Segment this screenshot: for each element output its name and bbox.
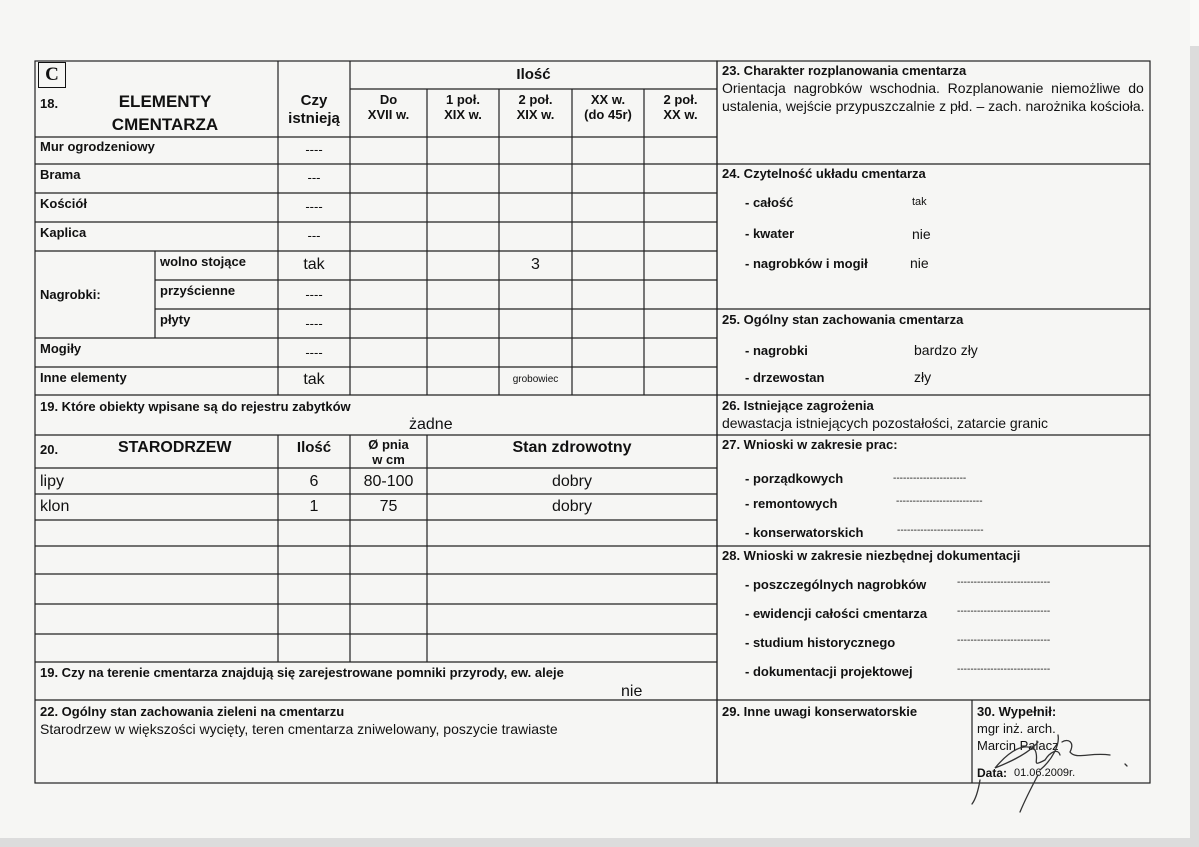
- greenery-condition-question: 22. Ogólny stan zachowania zieleni na cmentarzu: [40, 704, 345, 719]
- row-freestanding-19c-2nd-half: 3: [531, 256, 540, 273]
- period-header-3-line2: XIX w.: [516, 107, 555, 122]
- row-exists-wall: ----: [305, 142, 323, 157]
- greenery-condition-answer: Starodrzew w większości wycięty, teren cmentarza zniwelowany, poszycie trawiaste: [40, 721, 558, 737]
- threats-question: 26. Istniejące zagrożenia: [722, 398, 874, 413]
- legibility-item-graves-label: - nagrobków i mogił: [745, 256, 868, 271]
- layout-question: 23. Charakter rozplanowania cmentarza: [722, 63, 967, 78]
- doc-item-history-value: ----------------------------: [957, 635, 1051, 646]
- nature-monuments-question: 19. Czy na terenie cmentarza znajdują się zarejestrowane pomniki przyrody, ew. aleje: [40, 665, 564, 680]
- row-label-slabs: płyty: [160, 312, 191, 327]
- work-item-cleanup-label: - porządkowych: [745, 471, 844, 486]
- work-item-repair-value: --------------------------: [896, 496, 983, 507]
- row-exists-chapel: ---: [307, 228, 321, 243]
- trees-title: STARODRZEW: [118, 439, 232, 456]
- row-label-gravestones: Nagrobki:: [40, 287, 101, 302]
- condition-item-trees-label: - drzewostan: [745, 370, 825, 385]
- row-label-gate: Brama: [40, 167, 81, 182]
- tree-row-2-health: dobry: [551, 498, 593, 515]
- elements-title-line2: CMENTARZA: [111, 115, 219, 134]
- section-letter-box: C: [38, 62, 66, 88]
- doc-item-design-value: ----------------------------: [957, 664, 1051, 675]
- doc-item-gravestones-label: - poszczególnych nagrobków: [745, 577, 927, 592]
- condition-item-trees-value: zły: [914, 369, 932, 385]
- period-header-3-line1: 2 poł.: [518, 92, 553, 107]
- period-header-2-line1: 1 poł.: [446, 92, 480, 107]
- work-item-repair-label: - remontowych: [745, 496, 838, 511]
- filled-date-label: Data:: [977, 766, 1008, 780]
- elements-section-number: 18.: [40, 96, 59, 111]
- period-header-1-line1: Do: [379, 92, 398, 107]
- quantity-header: Ilość: [516, 66, 551, 83]
- filled-by-label: 30. Wypełnił:: [977, 704, 1057, 719]
- tree-row-1-health: dobry: [551, 473, 593, 490]
- row-label-graves: Mogiły: [40, 341, 82, 356]
- work-item-conservation-value: --------------------------: [897, 525, 984, 536]
- row-label-wall: Mur ogrodzeniowy: [40, 139, 155, 154]
- filled-by-title: mgr inż. arch.: [977, 721, 1056, 736]
- nature-monuments-answer: nie: [621, 683, 643, 700]
- tree-row-1-diameter: 80-100: [363, 473, 414, 490]
- tree-row-2-diameter: 75: [379, 498, 398, 515]
- condition-question: 25. Ogólny stan zachowania cmentarza: [722, 312, 964, 327]
- exists-header-line2: istnieją: [288, 110, 340, 127]
- work-item-cleanup-value: ----------------------: [893, 473, 967, 484]
- threats-answer: dewastacja istniejących pozostałości, zatarcie granic: [722, 415, 1049, 431]
- legibility-item-quarters-value: nie: [912, 226, 931, 242]
- condition-item-gravestones-label: - nagrobki: [745, 343, 808, 358]
- row-label-chapel: Kaplica: [40, 225, 87, 240]
- elements-title-line1: ELEMENTY: [118, 92, 212, 111]
- doc-item-design-label: - dokumentacji projektowej: [745, 664, 913, 679]
- trees-qty-header: Ilość: [296, 439, 332, 456]
- row-exists-graves: ----: [305, 345, 323, 360]
- registry-question: 19. Które obiekty wpisane są do rejestru zabytków: [40, 399, 351, 414]
- row-label-freestanding: wolno stojące: [160, 254, 246, 269]
- trees-section-number: 20.: [40, 442, 59, 457]
- row-other-19c-2nd-half: grobowiec: [512, 374, 559, 385]
- exists-header-line1: Czy: [300, 92, 328, 109]
- row-label-wall-mounted: przyścienne: [160, 283, 236, 298]
- doc-item-register-value: ----------------------------: [957, 606, 1051, 617]
- period-header-4-line1: XX w.: [590, 92, 626, 107]
- work-item-conservation-label: - konserwatorskich: [745, 525, 864, 540]
- work-conclusions-question: 27. Wnioski w zakresie prac:: [722, 437, 898, 452]
- tree-row-1-name: lipy: [40, 473, 65, 490]
- registry-answer: żadne: [409, 416, 453, 433]
- filled-date-value: 01.06.2009r.: [1014, 767, 1076, 779]
- legibility-question: 24. Czytelność układu cmentarza: [722, 166, 926, 181]
- legibility-item-whole-value: tak: [912, 196, 927, 208]
- period-header-5-line1: 2 poł.: [663, 92, 698, 107]
- tree-row-1-qty: 6: [309, 473, 319, 490]
- other-remarks-question: 29. Inne uwagi konserwatorskie: [722, 704, 918, 719]
- legibility-item-graves-value: nie: [910, 255, 929, 271]
- row-label-other: Inne elementy: [40, 370, 127, 385]
- trees-diameter-header-line2: w cm: [372, 452, 405, 467]
- trees-health-header: Stan zdrowotny: [512, 439, 632, 456]
- row-exists-wall-mounted: ----: [305, 287, 323, 302]
- period-header-5-line2: XX w.: [663, 107, 698, 122]
- condition-item-gravestones-value: bardzo zły: [914, 342, 978, 358]
- row-exists-church: ----: [305, 199, 323, 214]
- documentation-question: 28. Wnioski w zakresie niezbędnej dokumentacji: [722, 548, 1021, 563]
- period-header-1-line2: XVII w.: [367, 107, 410, 122]
- legibility-item-whole-label: - całość: [745, 195, 794, 210]
- doc-item-register-label: - ewidencji całości cmentarza: [745, 606, 928, 621]
- row-label-church: Kościół: [40, 196, 87, 211]
- row-exists-gate: ---: [307, 170, 321, 185]
- doc-item-gravestones-value: ----------------------------: [957, 577, 1051, 588]
- row-exists-other: tak: [303, 371, 325, 388]
- layout-answer-line1: Orientacja nagrobków wschodnia. Rozplanowanie niemożliwe do: [722, 80, 1144, 96]
- period-header-4-line2: (do 45r): [584, 107, 632, 122]
- filled-by-name: Marcin Palacz: [977, 738, 1059, 753]
- row-exists-slabs: ----: [305, 316, 323, 331]
- trees-diameter-header-line1: Ø pnia: [368, 437, 409, 452]
- period-header-2-line2: XIX w.: [444, 107, 482, 122]
- tree-row-2-qty: 1: [309, 498, 319, 515]
- tree-row-2-name: klon: [40, 498, 70, 515]
- layout-answer-line2: ustalenia, wejście przypuszczalnie z płd. – zach. narożnika kościoła.: [722, 98, 1145, 114]
- doc-item-history-label: - studium historycznego: [745, 635, 896, 650]
- legibility-item-quarters-label: - kwater: [745, 226, 795, 241]
- row-exists-freestanding: tak: [303, 256, 325, 273]
